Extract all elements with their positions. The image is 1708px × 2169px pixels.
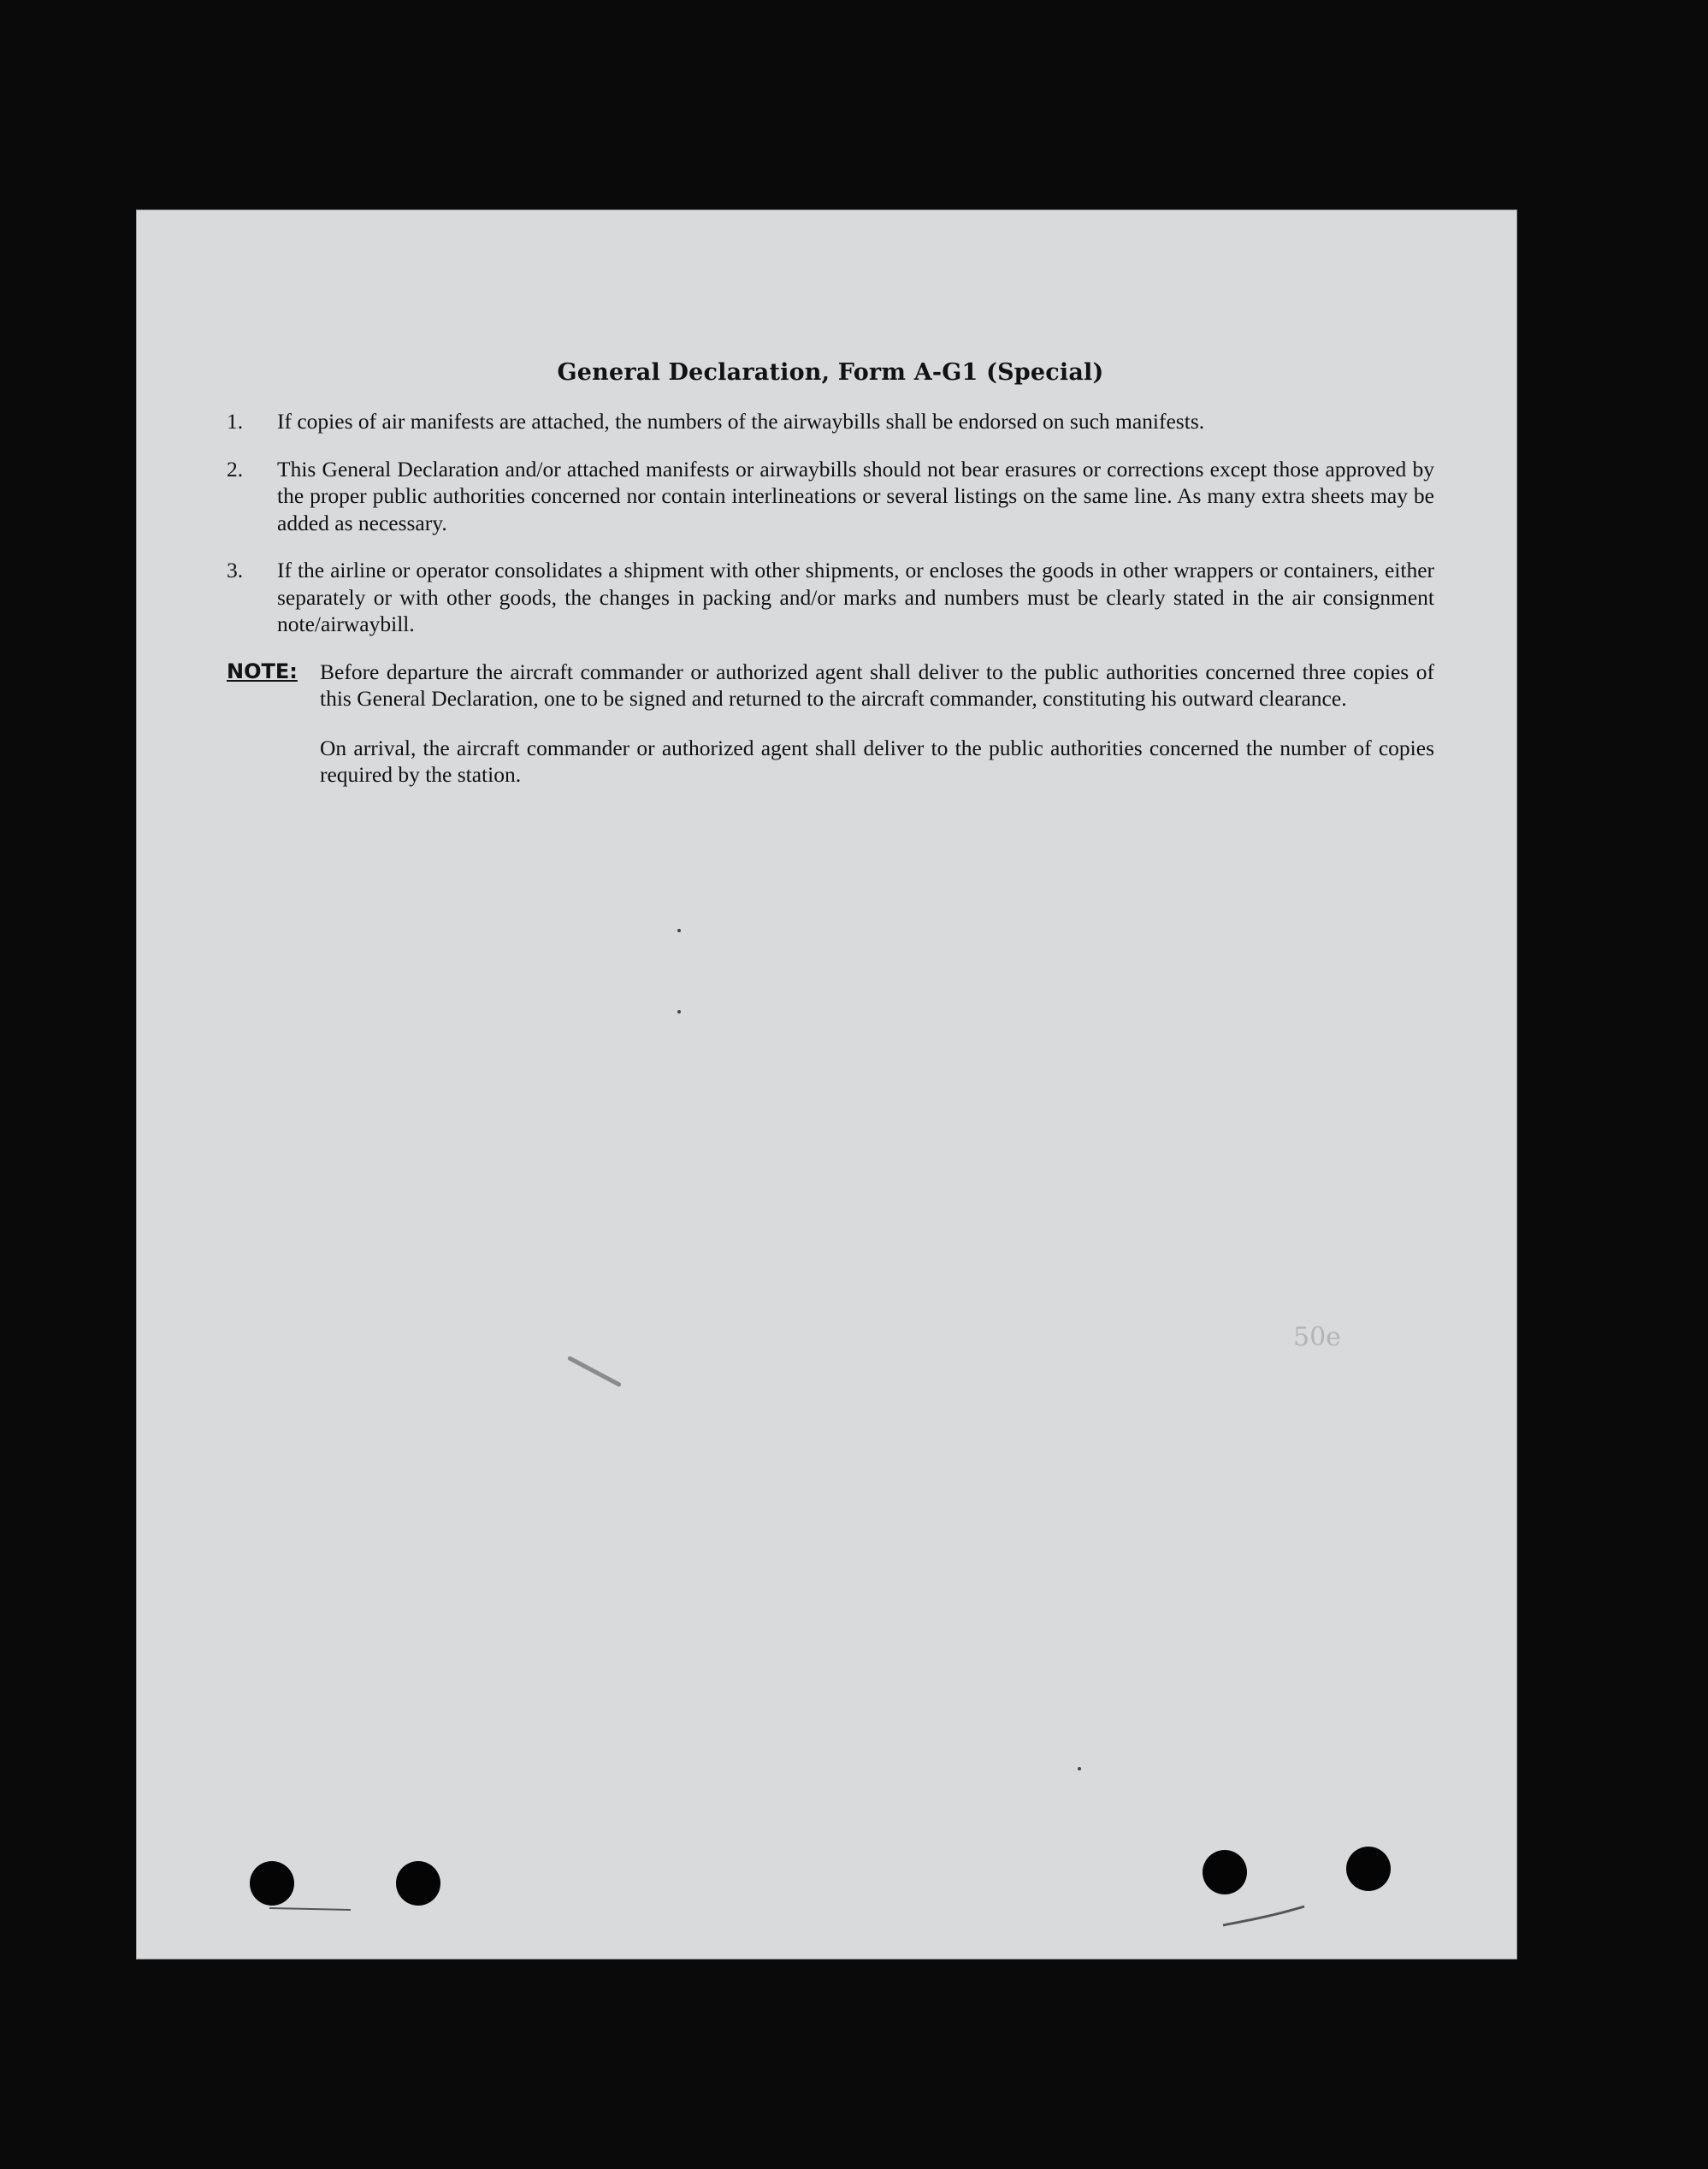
list-item [227,456,1434,537]
item-number: 2. [227,456,244,482]
document-page [137,210,1516,1959]
note-body [320,659,1434,811]
punch-hole [1203,1850,1247,1894]
list-item [227,557,1434,638]
paper-speck [677,929,681,932]
item-text: If copies of air manifests are attached, the numbers of the airwaybills shall be endorsed on such manifests. [277,409,1205,434]
document-title: General Declaration, Form A-G1 (Special) [557,359,1104,386]
note-paragraph: On arrival, the aircraft commander or authorized agent shall deliver to the public authorities concerned the number of copies required by the station. [320,735,1434,787]
document-content [227,359,1434,811]
item-number: 3. [227,558,244,582]
paper-smudge [567,1356,622,1387]
pencil-mark [1219,1900,1313,1934]
punch-hole [396,1861,440,1906]
bleed-through-mark: 50e [1293,1322,1341,1352]
note-label: NOTE: [227,659,298,683]
punch-hole [1346,1847,1391,1891]
paper-speck [677,1010,681,1014]
paper-speck [1078,1767,1081,1770]
list-item [227,408,1434,435]
item-text: If the airline or operator consolidates a shipment with other shipments, or encloses the goods in other wrappers or containers, either separately or with other goods, the changes in packing and/or marks and numbers must be clearly stated in the air consignment note/airwaybill. [277,558,1434,636]
item-number: 1. [227,409,244,434]
item-text: This General Declaration and/or attached manifests or airwaybills should not bear erasures or corrections except those approved by the proper public authorities concerned nor contain interlineations or several listings on the same line. As many extra sheets may be added as necessary. [277,456,1434,535]
note-section [227,659,1434,811]
note-paragraph: Before departure the aircraft commander or authorized agent shall deliver to the public authorities concerned three copies of this General Declaration, one to be signed and returned to the aircraft commander, constituting his outward clearance. [320,659,1434,711]
pencil-mark [265,1900,359,1917]
